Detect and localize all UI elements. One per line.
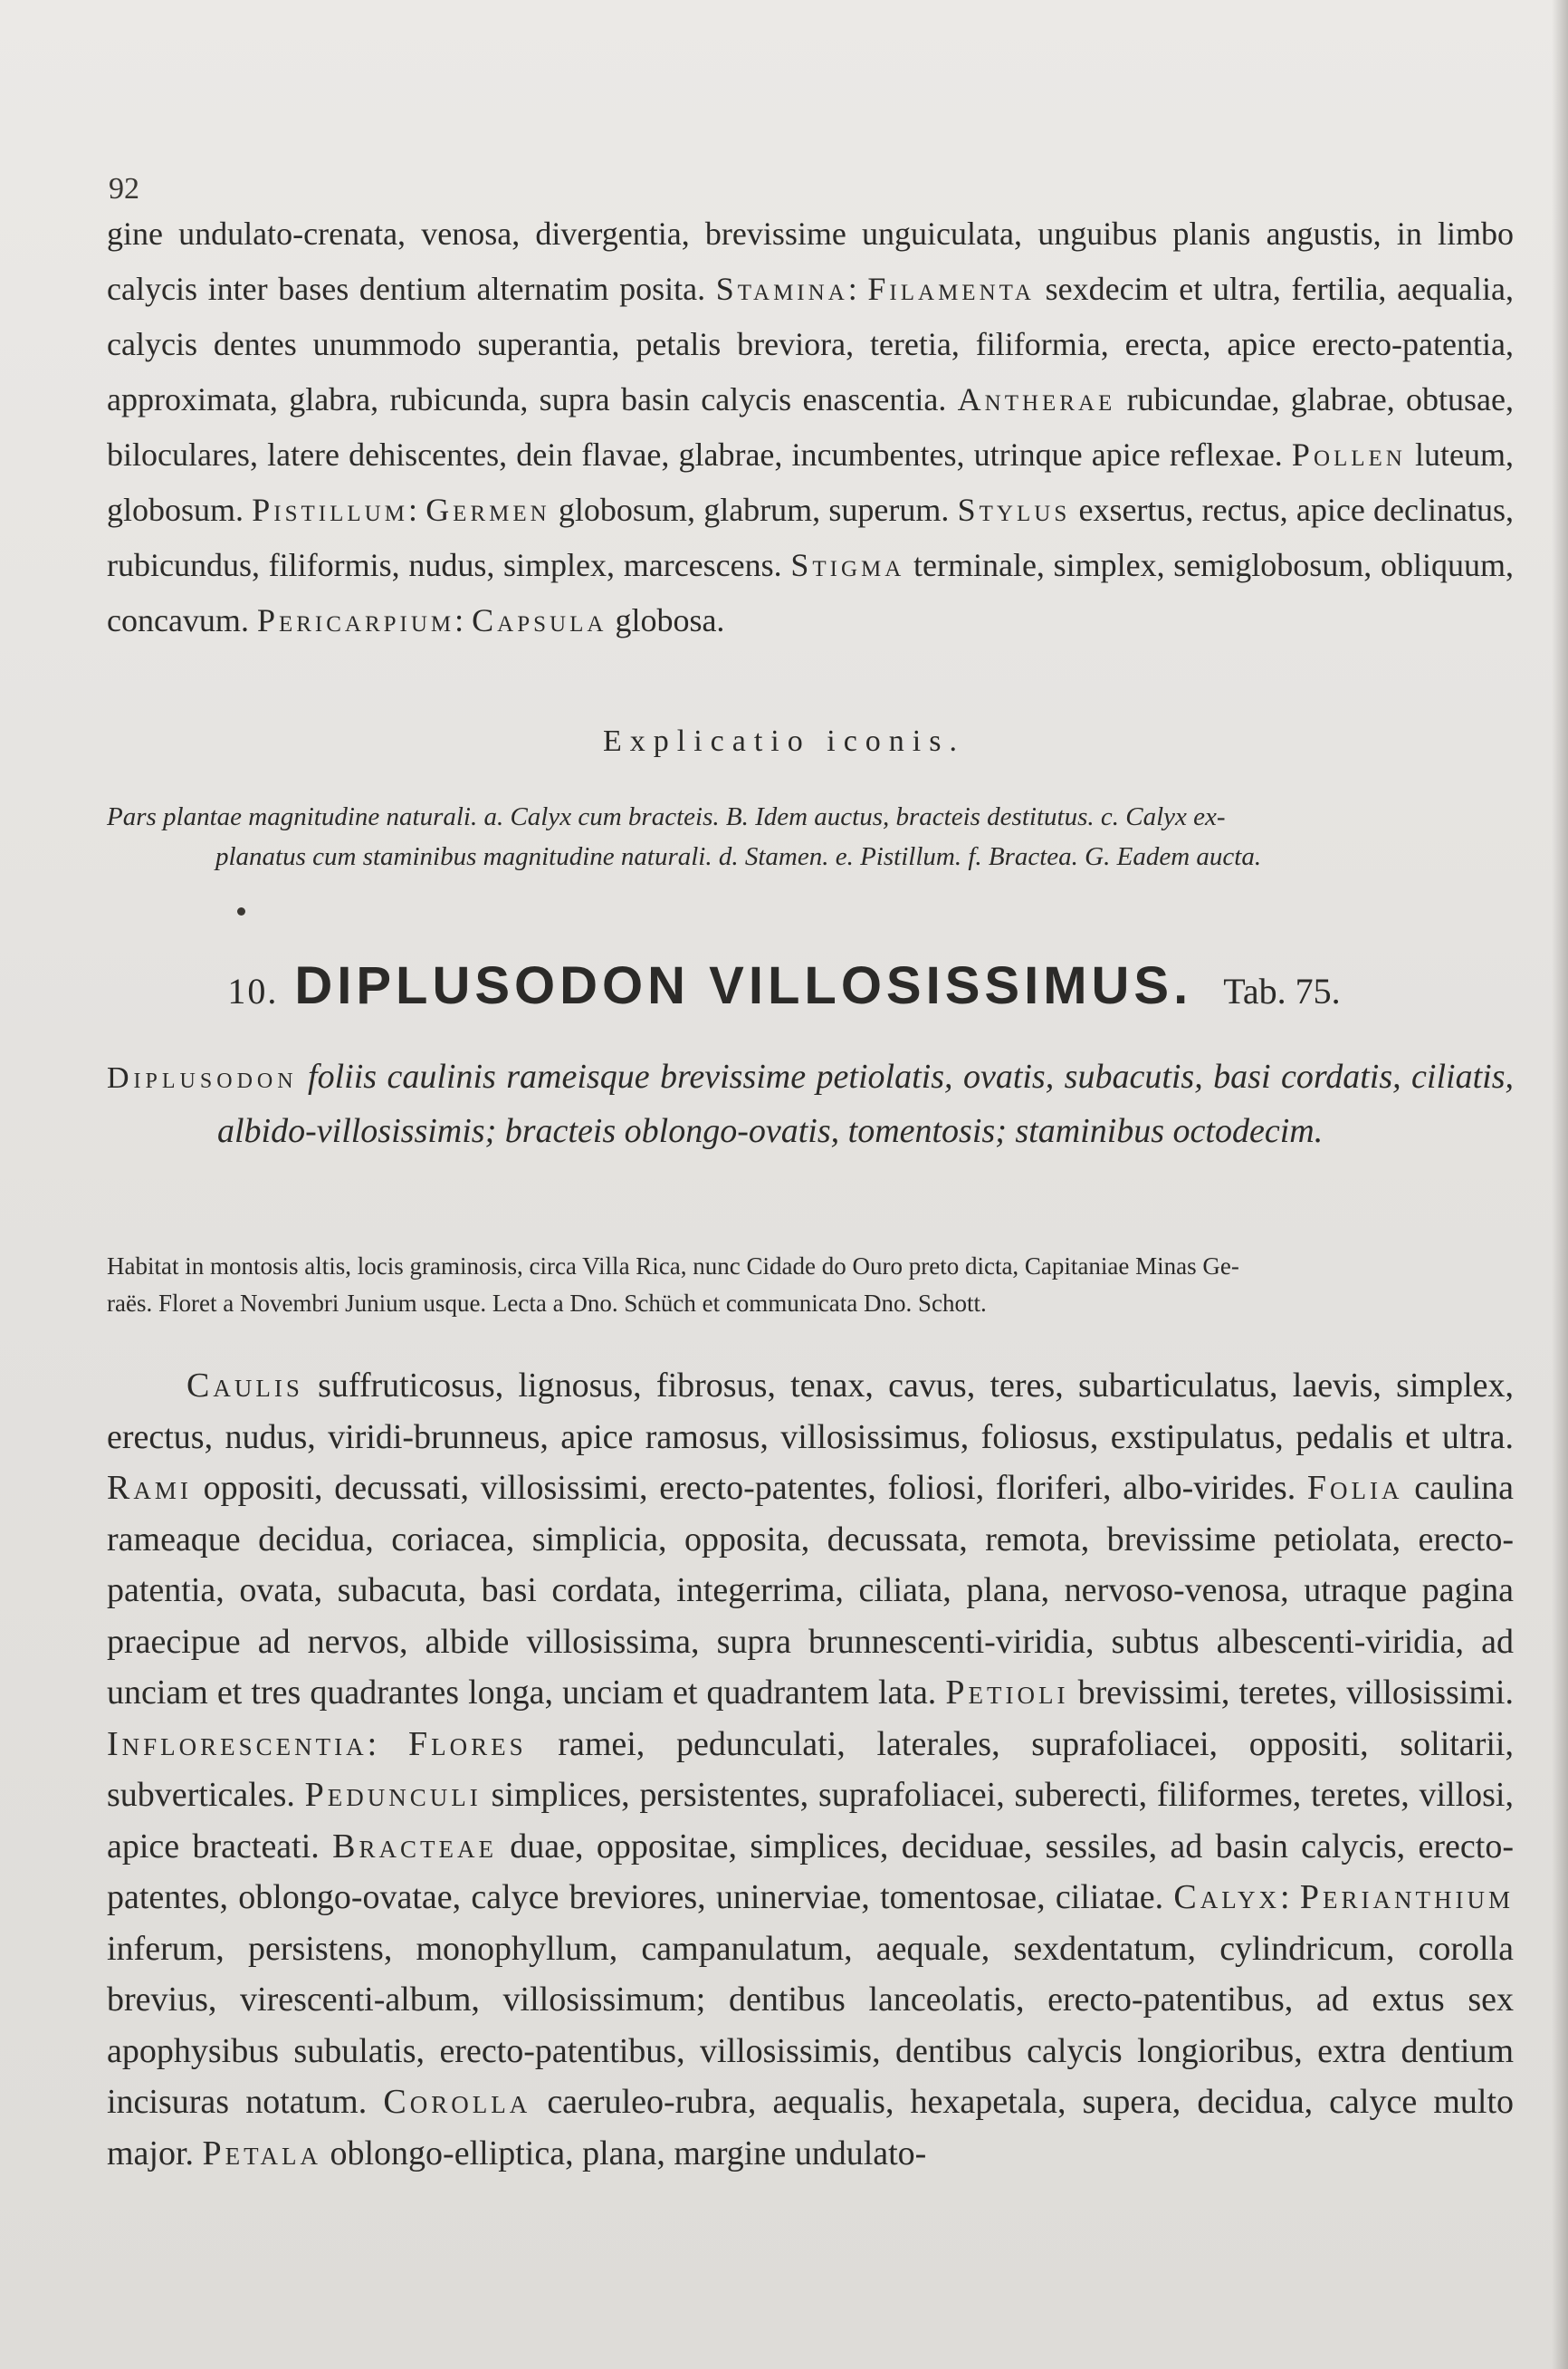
description-term: Rami (107, 1469, 192, 1507)
top-paragraph-text: gine undulato-crenata, venosa, divergentia, brevissime unguiculata, unguibus planis angustis, in limbo calycis inter bases dentium alternatim posita. (107, 216, 1514, 307)
description-text: : (1280, 1878, 1300, 1916)
page-number: 92 (109, 172, 139, 206)
top-paragraph-term: Pericarpium (256, 602, 455, 638)
description-text: simplices, persistentes, suprafoliacei, suberecti, filiformes, teretes, villosi, apice bracteati. (107, 1776, 1514, 1865)
species-number: 10. (227, 971, 279, 1012)
description-text: caeruleo-rubra, aequalis, hexapetala, supera, decidua, calyce multo major. (107, 2083, 1514, 2172)
description-term: Folia (1306, 1469, 1403, 1507)
description-text: inferum, persistens, monophyllum, campanulatum, aequale, sexdentatum, cylindricum, corolla brevius, virescenti-album, villosissimum; dentibus lanceolatis, erecto-patentibus, ad extus sex apophysibus subulatis, erecto-patentibus, villosissimis, dentibus calycis longioribus, extra dentium incisuras notatum. (107, 1929, 1514, 2121)
top-paragraph-term: Stigma (790, 547, 905, 583)
top-paragraph-text: terminale, simplex, semiglobosum, obliquum, concavum. (107, 547, 1514, 638)
description-text: ramei, pedunculati, laterales, suprafoliacei, oppositi, solitarii, subverticales. (107, 1724, 1514, 1814)
description-term: Flores (407, 1724, 527, 1763)
top-paragraph-text: globosa. (607, 602, 725, 638)
top-paragraph-term: Stylus (957, 492, 1071, 528)
ink-dot (237, 907, 245, 916)
top-paragraph-text: sexdecim et ultra, fertilia, aequalia, calycis dentes unummodo superantia, petalis breviora, teretia, filiformia, erecta, apice erecto-patentia, approximata, glabra, rubicunda, supra basin calycis enascentia. (107, 271, 1514, 417)
description-term: Pedunculi (304, 1776, 482, 1814)
description-text: : (367, 1724, 408, 1763)
diagnosis-genus: Diplusodon (107, 1061, 298, 1095)
description-paragraph (107, 1360, 1514, 2179)
description-text: oppositi, decussati, villosissimi, erecto-patentes, foliosi, floriferi, albo-virides. (191, 1469, 1307, 1507)
top-paragraph-term: Antherae (957, 381, 1116, 417)
explicatio-line-1: Pars plantae magnitudine naturali. a. Calyx cum bracteis. B. Idem auctus, bracteis destitutus. c. Calyx ex- (107, 802, 1226, 831)
explicatio-line-2: planatus cum staminibus magnitudine naturali. d. Stamen. e. Pistillum. f. Bractea. G. Eadem aucta. (215, 842, 1262, 871)
top-paragraph-text: : (407, 492, 426, 528)
habitat-line-1: Habitat in montosis altis, locis graminosis, circa Villa Rica, nunc Cidade do Ouro preto dicta, Capitaniae Minas Ge- (107, 1252, 1239, 1280)
diagnosis (107, 1050, 1514, 1157)
species-name: DIPLUSODON VILLOSISSIMUS. (294, 956, 1193, 1015)
description-term: Corolla (383, 2083, 531, 2121)
top-paragraph-text: : (847, 271, 868, 307)
top-paragraph-text: rubicundae, glabrae, obtusae, biloculares, latere dehiscentes, dein flavae, glabrae, incumbentes, utrinque apice reflexae. (107, 381, 1514, 473)
description-term: Inflorescentia (107, 1724, 368, 1763)
description-text: caulina rameaque decidua, coriacea, simplicia, opposita, decussata, remota, brevissime petiolata, erecto-patentia, ovata, subacuta, basi cordata, integerrima, ciliata, plana, nervoso-venosa, utraque pagina praecipue ad nervos, albide villosissima, supra brunnescenti-viridia, subtus albescenti-viridia, ad unciam et tres quadrantes longa, unciam et quadrantem lata. (107, 1469, 1514, 1712)
page-edge-shadow (1552, 0, 1568, 2369)
habitat (107, 1248, 1514, 1322)
top-paragraph-text: luteum, globosum. (107, 436, 1515, 528)
description-text: duae, oppositae, simplices, deciduae, sessiles, ad basin calycis, erecto-patentes, oblongo-ovatae, calyce breviores, uninerviae, tomentosae, ciliatae. (107, 1827, 1514, 1916)
description-term: Bracteae (332, 1827, 497, 1865)
top-paragraph-term: Stamina (715, 271, 848, 307)
description-term: Petioli (945, 1674, 1069, 1712)
top-paragraph-text: globosum, glabrum, superum. (550, 492, 958, 528)
diagnosis-text: foliis caulinis rameisque brevissime petiolatis, ovatis, subacutis, basi cordatis, ciliatis, albido-villosissimis; bracteis oblongo-ovatis, tomentosis; staminibus octodecim. (217, 1058, 1514, 1150)
habitat-line-2: raës. Floret a Novembri Junium usque. Lecta a Dno. Schüch et communicata Dno. Schott. (107, 1290, 987, 1317)
description-term: Caulis (186, 1367, 303, 1405)
top-paragraph-term: Germen (425, 492, 550, 528)
description-text: brevissimi, teretes, villosissimi. (1068, 1674, 1514, 1712)
top-paragraph (107, 206, 1514, 648)
plate-reference: Tab. 75. (1223, 971, 1341, 1012)
species-heading (0, 955, 1568, 1016)
top-paragraph-term: Pollen (1291, 436, 1406, 473)
explicatio-text (107, 797, 1514, 877)
description-text: suffruticosus, lignosus, fibrosus, tenax, cavus, teres, subarticulatus, laevis, simplex, erectus, nudus, viridi-brunneus, apice ramosus, villosissimus, foliosus, exstipulatus, pedalis et ultra. (107, 1367, 1514, 1456)
top-paragraph-text: : (454, 602, 473, 638)
explicatio-title: Explicatio iconis. (603, 724, 965, 758)
top-paragraph-term: Pistillum (252, 492, 408, 528)
description-term: Perianthium (1299, 1878, 1514, 1916)
top-paragraph-text: exsertus, rectus, apice declinatus, rubicundus, filiformis, nudus, simplex, marcescens. (107, 492, 1515, 583)
top-paragraph-term: Filamenta (867, 271, 1035, 307)
top-paragraph-term: Capsula (472, 602, 607, 638)
description-term: Petala (202, 2134, 321, 2172)
description-term: Calyx (1173, 1878, 1281, 1916)
description-text: oblongo-elliptica, plana, margine undulato- (321, 2134, 927, 2172)
